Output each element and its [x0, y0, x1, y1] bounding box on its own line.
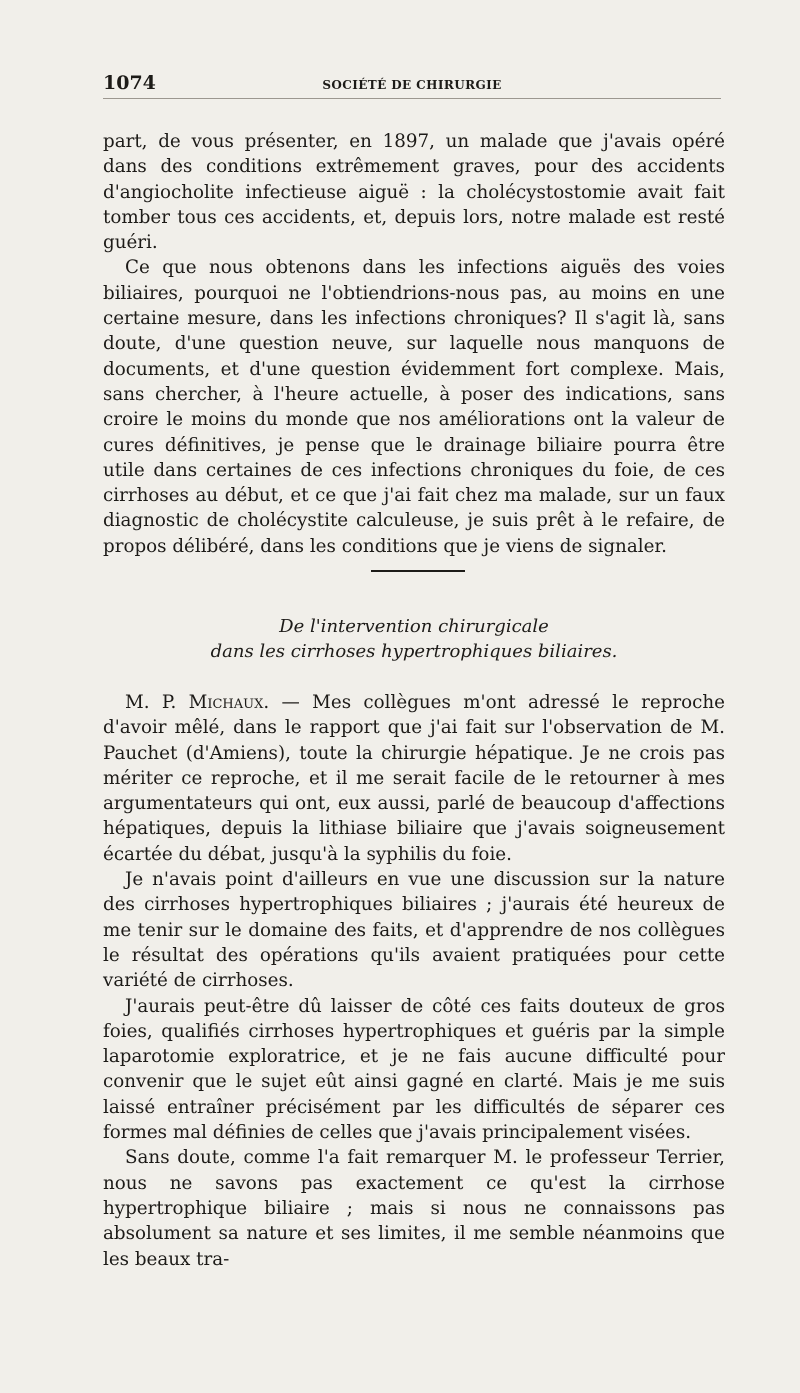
section-title-line-2: dans les cirrhoses hypertrophiques biliaires. — [210, 641, 618, 662]
running-head: SOCIÉTÉ DE CHIRURGIE — [322, 78, 502, 92]
page-header — [103, 72, 721, 99]
paragraph: part, de vous présenter, en 1897, un malade que j'avais opéré dans des conditions extrêmement graves, pour des accidents d'angiocholite infectieuse aiguë : la cholécystostomie avait fait tomber tous ces accidents, et, depuis lors, notre malade est resté guéri. — [103, 131, 725, 254]
text-block-continuation — [103, 129, 725, 559]
section-divider — [371, 570, 465, 572]
text-block-michaux — [103, 690, 725, 1272]
paragraph: J'aurais peut-être dû laisser de côté ces faits douteux de gros foies, qualifiés cirrhoses hypertrophiques et guéris par la simple laparotomie exploratrice, et je ne fais aucune difficulté pour convenir que le sujet eût ainsi gagné en clarté. Mais je me suis laissé entraîner précisément par les difficultés de séparer ces formes mal définies de celles que j'avais principalement visées. — [103, 995, 725, 1144]
paragraph: Sans doute, comme l'a fait remarquer M. le professeur Terrier, nous ne savons pas exactement ce qu'est la cirrhose hypertrophique biliaire ; mais si nous ne connaissons pas absolument sa nature et ses limites, il me semble néanmoins que les beaux tra- — [103, 1147, 725, 1270]
paragraph — [103, 690, 725, 867]
paragraph-text: — Mes collègues m'ont adressé le reproche d'avoir mêlé, dans le rapport que j'ai fait sur l'observation de M. Pauchet (d'Amiens), toute la chirurgie hépatique. Je ne crois pas mériter ce reproche, et il me serait facile de le retourner à mes argumentateurs qui ont, eux aussi, parlé de beaucoup d'affections hépatiques, depuis la lithiase biliaire que j'avais soigneusement écartée du débat, jusqu'à la syphilis du foie. — [103, 692, 725, 865]
paragraph: Ce que nous obtenons dans les infections aiguës des voies biliaires, pourquoi ne l'obtiendrions-nous pas, au moins en une certaine mesure, dans les infections chroniques? Il s'agit là, sans doute, d'une question neuve, sur laquelle nous manquons de documents, et d'une question évidemment fort complexe. Mais, sans chercher, à l'heure actuelle, à poser des indications, sans croire le moins du monde que nos améliorations ont la valeur de cures définitives, je pense que le drainage biliaire pourra être utile dans certaines de ces infections chroniques du foie, de ces cirrhoses au début, et ce que j'ai fait chez ma malade, sur un faux diagnostic de cholécystite calculeuse, je suis prêt à le refaire, de propos délibéré, dans les conditions que je viens de signaler. — [103, 257, 725, 557]
speaker-name: M. P. Michaux. — [125, 692, 270, 713]
section-title — [103, 614, 725, 664]
paragraph: Je n'avais point d'ailleurs en vue une discussion sur la nature des cirrhoses hypertrophiques biliaires ; j'aurais été heureux de me tenir sur le domaine des faits, et d'apprendre de nos collègues le résultat des opérations qu'ils avaient pratiquées pour cette variété de cirrhoses. — [103, 869, 725, 992]
section-title-line-1: De l'intervention chirurgicale — [279, 616, 549, 637]
page-number: 1074 — [103, 72, 156, 94]
